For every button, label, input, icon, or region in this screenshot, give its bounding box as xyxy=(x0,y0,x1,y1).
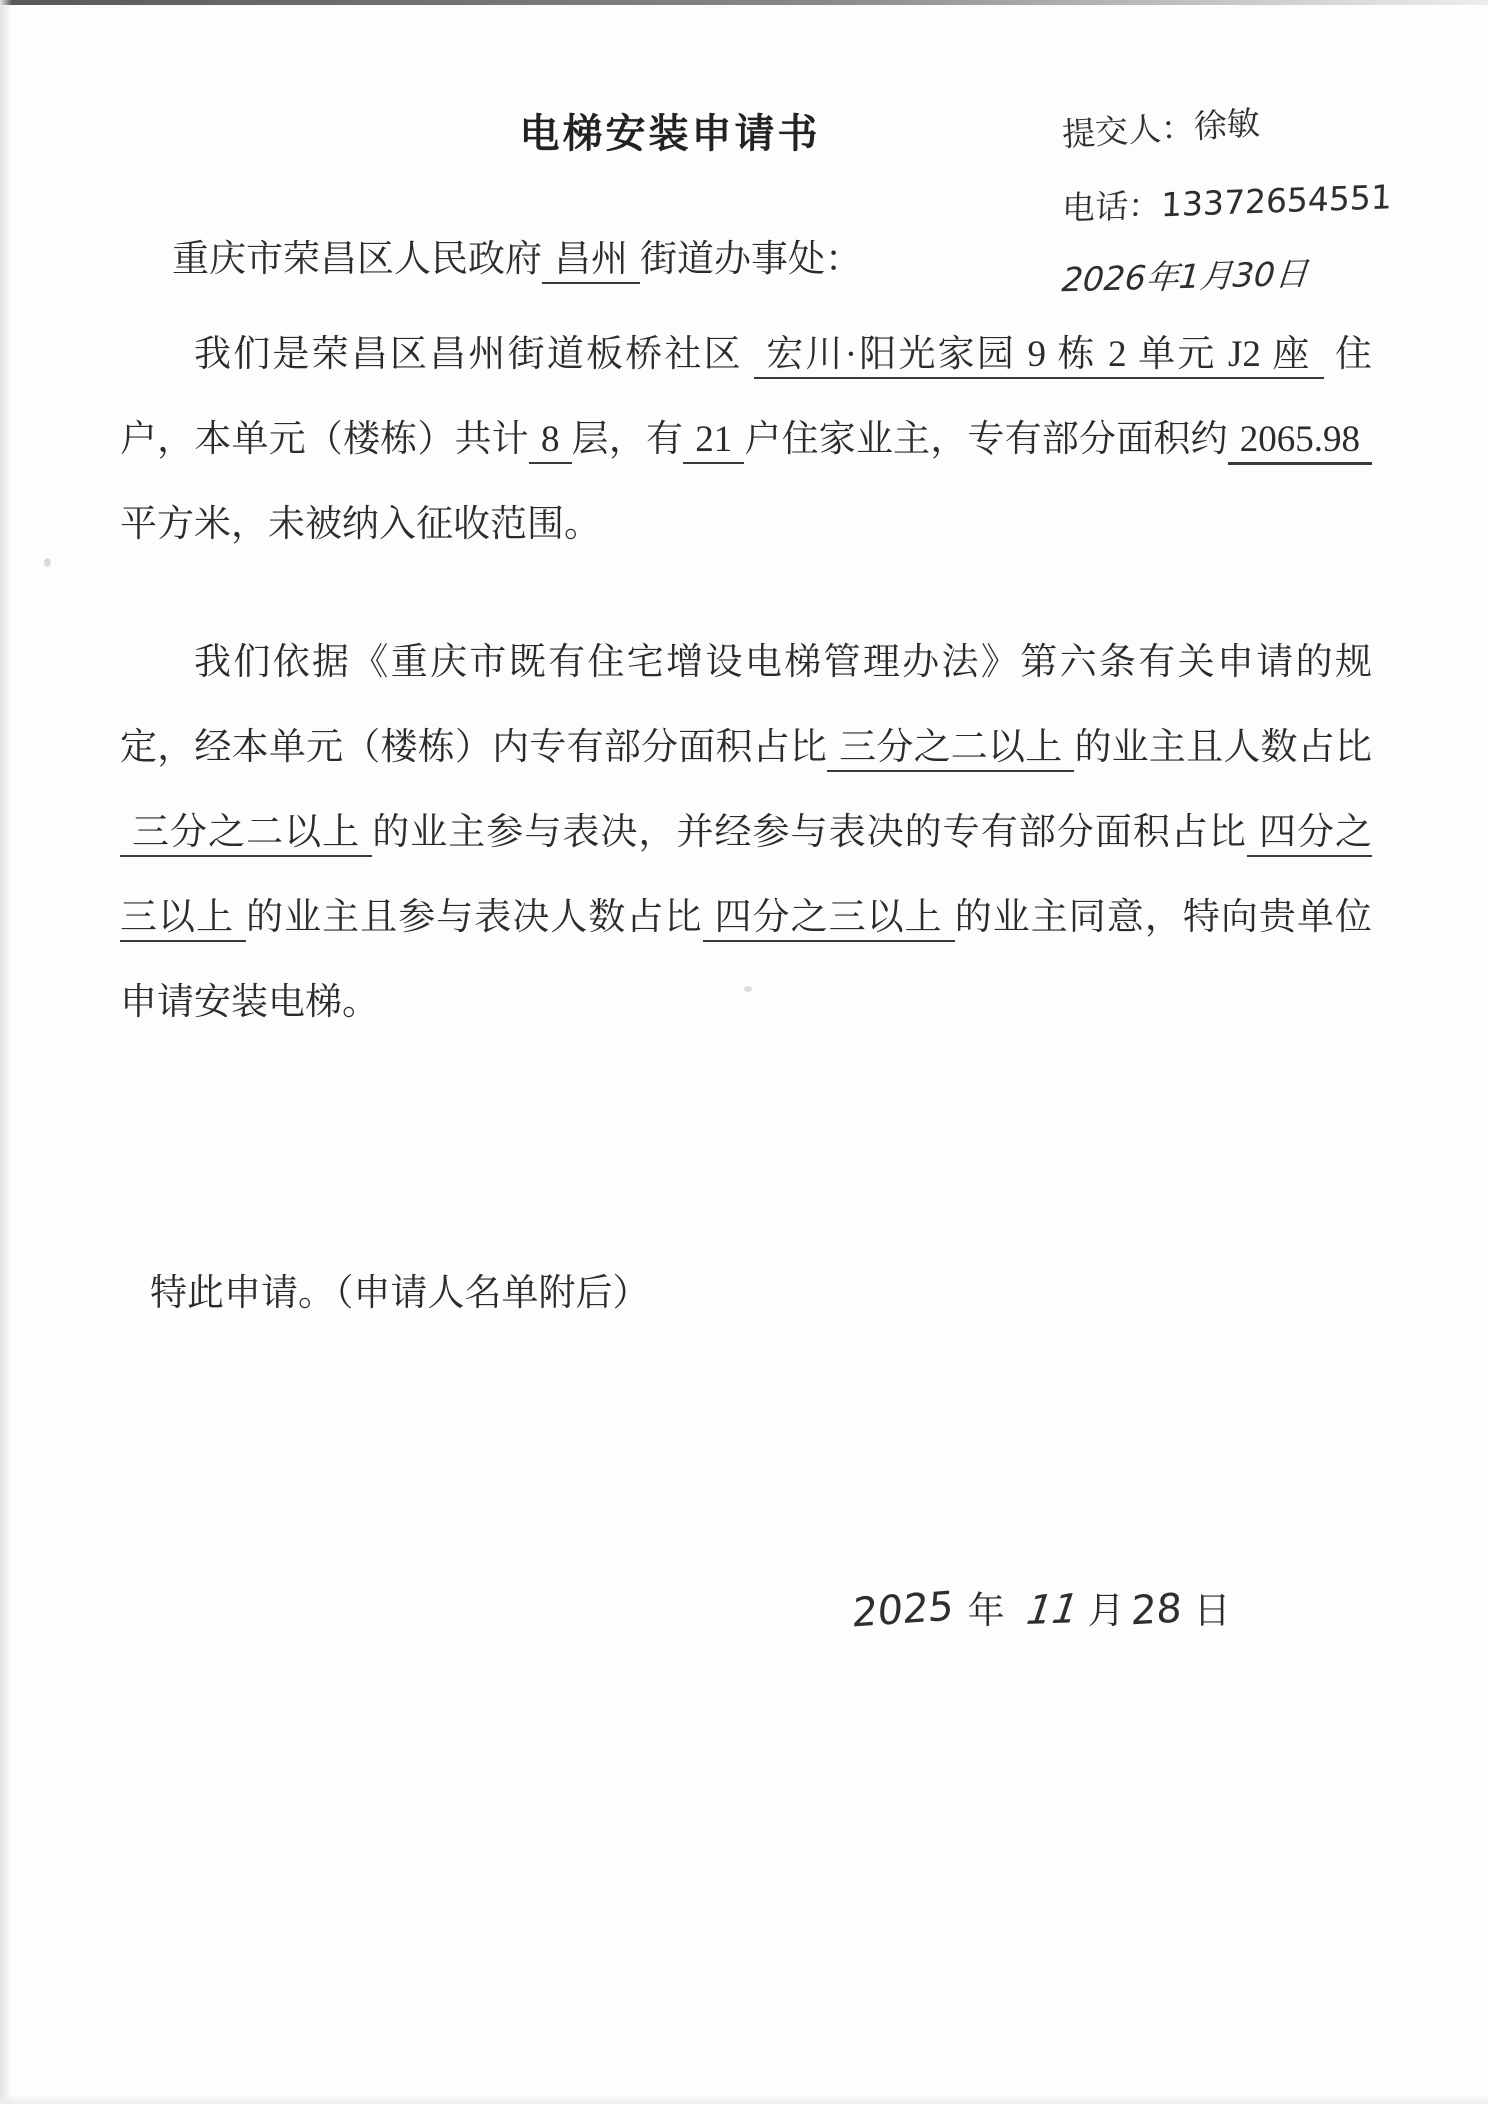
blank-area-sqm: 2065.98 xyxy=(1228,419,1372,465)
scan-edge-left xyxy=(0,0,12,2104)
para1-text: 住户，本单元（楼栋）共计 xyxy=(120,334,1373,460)
paragraph-legal-basis xyxy=(120,620,1372,1045)
para2-text: 的业主且人数占比 xyxy=(1074,727,1372,768)
scan-edge-bottom xyxy=(0,2094,1488,2104)
blank-area-ratio-1: 三分之二以上 xyxy=(827,727,1074,772)
handwritten-year: 2025 xyxy=(850,1583,956,1637)
blank-floor-count: 8 xyxy=(529,419,572,464)
blank-area-ratio-2: 四分之三以上 xyxy=(120,812,1372,942)
para2-text: 的业主且参与表决人数占比 xyxy=(246,897,703,938)
para1-text: 我们是荣昌区昌州街道板桥社区 xyxy=(194,334,755,375)
month-label: 月 xyxy=(1087,1591,1125,1632)
paragraph-building-info xyxy=(120,312,1372,567)
day-label: 日 xyxy=(1193,1591,1231,1632)
para2-text: 的业主同意，特向贵单位申请安装电梯。 xyxy=(120,897,1373,1023)
document-title: 电梯安装申请书 xyxy=(519,111,821,156)
para1-text: 户住家业主，专有部分面积约 xyxy=(744,419,1228,460)
blank-headcount-ratio-2: 四分之三以上 xyxy=(703,897,955,942)
para2-text: 的业主参与表决，并经参与表决的专有部分面积占比 xyxy=(372,812,1247,853)
handwritten-phone: 电话：13372654551 xyxy=(1061,177,1393,228)
blank-community-address: 宏川·阳光家园 9 栋 2 单元 J2 座 xyxy=(754,334,1323,379)
addressee-blank-street: 昌州 xyxy=(542,239,640,284)
para1-text: 平方米，未被纳入征收范围。 xyxy=(120,504,601,545)
document-title-row xyxy=(120,102,1220,159)
addressee-prefix: 重庆市荣昌区人民政府 xyxy=(172,239,542,280)
para2-text: 我们依据《重庆市既有住宅增设电梯管理办法》第六条有关申请的规定，经本单元（楼栋）内专有部分面积占比 xyxy=(120,642,1372,768)
scan-speck xyxy=(44,558,51,567)
handwritten-note xyxy=(1062,92,1462,314)
blank-household-count: 21 xyxy=(683,419,744,464)
handwritten-date: 2026年1月30日 xyxy=(1060,253,1310,300)
closing-line: 特此申请。（申请人名单附后） xyxy=(150,1273,650,1314)
footer-date-line xyxy=(850,1580,1231,1637)
addressee-line xyxy=(172,228,862,282)
handwritten-day: 28 xyxy=(1129,1585,1183,1635)
handwritten-submitter: 提交人：徐敏 xyxy=(1060,102,1261,155)
blank-headcount-ratio-1: 三分之二以上 xyxy=(120,812,372,857)
scan-edge-top xyxy=(0,0,1488,5)
handwritten-month: 11 xyxy=(1023,1585,1081,1635)
para1-text: 层，有 xyxy=(571,419,684,460)
addressee-suffix: 街道办事处： xyxy=(640,239,862,280)
year-label: 年 xyxy=(967,1591,1005,1632)
